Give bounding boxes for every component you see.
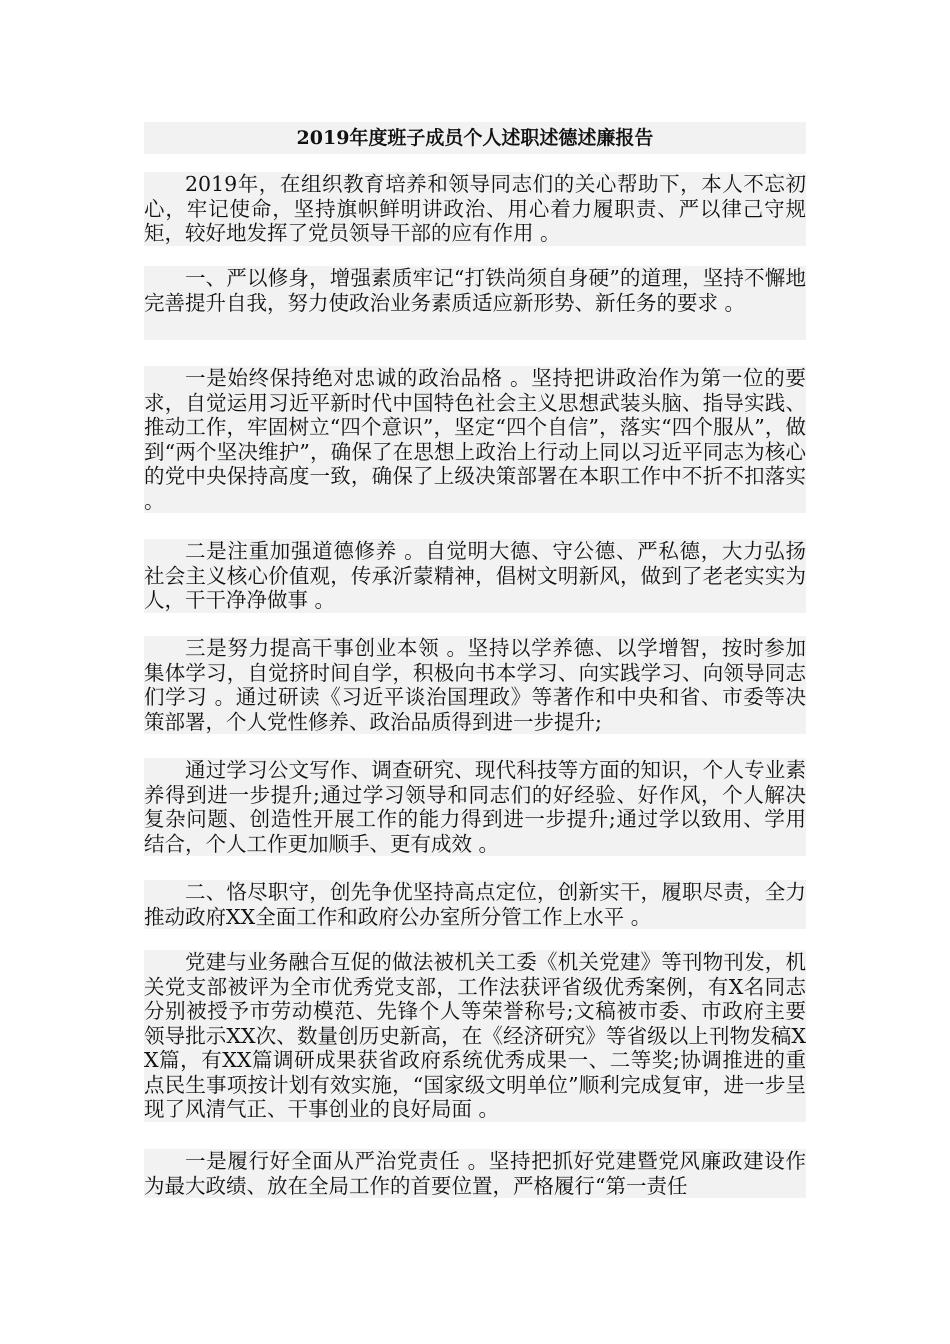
paragraph-point-2: 二是注重加强道德修养 。自觉明大德、守公德、严私德，大力弘扬社会主义核心价值观，传承沂蒙精神，倡树文明新风，做到了老老实实为人，干干净净做事 。 (144, 539, 806, 612)
paragraph-point-party-responsibility: 一是履行好全面从严治党责任 。坚持把抓好党建暨党风廉政建设作为最大政绩、放在全局工作的首要位置，严格履行“第一责任 (144, 1149, 806, 1198)
paragraph-achievements: 党建与业务融合互促的做法被机关工委《机关党建》等刊物刊发，机关党支部被评为全市优秀党支部，工作法获评省级优秀案例，有X名同志分别被授予市劳动模范、先锋个人等荣誉称号;文稿被市委、市政府主要领导批示XX次、数量创历史新高，在《经济研究》等省级以上刊物发稿XX篇，有XX篇调研成果获省政府系统优秀成果一、二等奖;协调推进的重点民生事项按计划有效实施，“国家级文明单位”顺利完成复审，进一步呈现了风清气正、干事创业的良好局面 。 (144, 950, 806, 1121)
paragraph-section-1: 一、严以修身，增强素质牢记“打铁尚须自身硬”的道理，坚持不懈地完善提升自我，努力使政治业务素质适应新形势、新任务的要求 。 (144, 266, 806, 340)
paragraph-point-3: 三是努力提高干事创业本领 。坚持以学养德、以学增智，按时参加集体学习，自觉挤时间自学，积极向书本学习、向实践学习、向领导同志们学习 。通过研读《习近平谈治国理政》等著作和中央和省、市委等决策部署，个人党性修养、政治品质得到进一步提升; (144, 636, 806, 734)
document-title: 2019年度班子成员个人述职述德述廉报告 (144, 122, 806, 154)
paragraph-point-1: 一是始终保持绝对忠诚的政治品格 。坚持把讲政治作为第一位的要求，自觉运用习近平新时代中国特色社会主义思想武装头脑、指导实践、推动工作，牢固树立“四个意识”，坚定“四个自信”，落实“四个服从”，做到“两个坚决维护”，确保了在思想上政治上行动上同以习近平同志为核心的党中央保持高度一致，确保了上级决策部署在本职工作中不折不扣落实 。 (144, 366, 806, 513)
paragraph-intro: 2019年，在组织教育培养和领导同志们的关心帮助下，本人不忘初心，牢记使命，坚持旗帜鲜明讲政治、用心着力履职责、严以律己守规矩，较好地发挥了党员领导干部的应有作用 。 (144, 172, 806, 245)
paragraph-study-results: 通过学习公文写作、调查研究、现代科技等方面的知识，个人专业素养得到进一步提升;通过学习领导和同志们的好经验、好作风，个人解决复杂问题、创造性开展工作的能力得到进一步提升;通过学以致用、学用结合，个人工作更加顺手、更有成效 。 (144, 758, 806, 856)
paragraph-section-2: 二、恪尽职守，创先争优坚持高点定位，创新实干，履职尽责，全力推动政府XX全面工作和政府公办室所分管工作上水平 。 (144, 880, 806, 929)
